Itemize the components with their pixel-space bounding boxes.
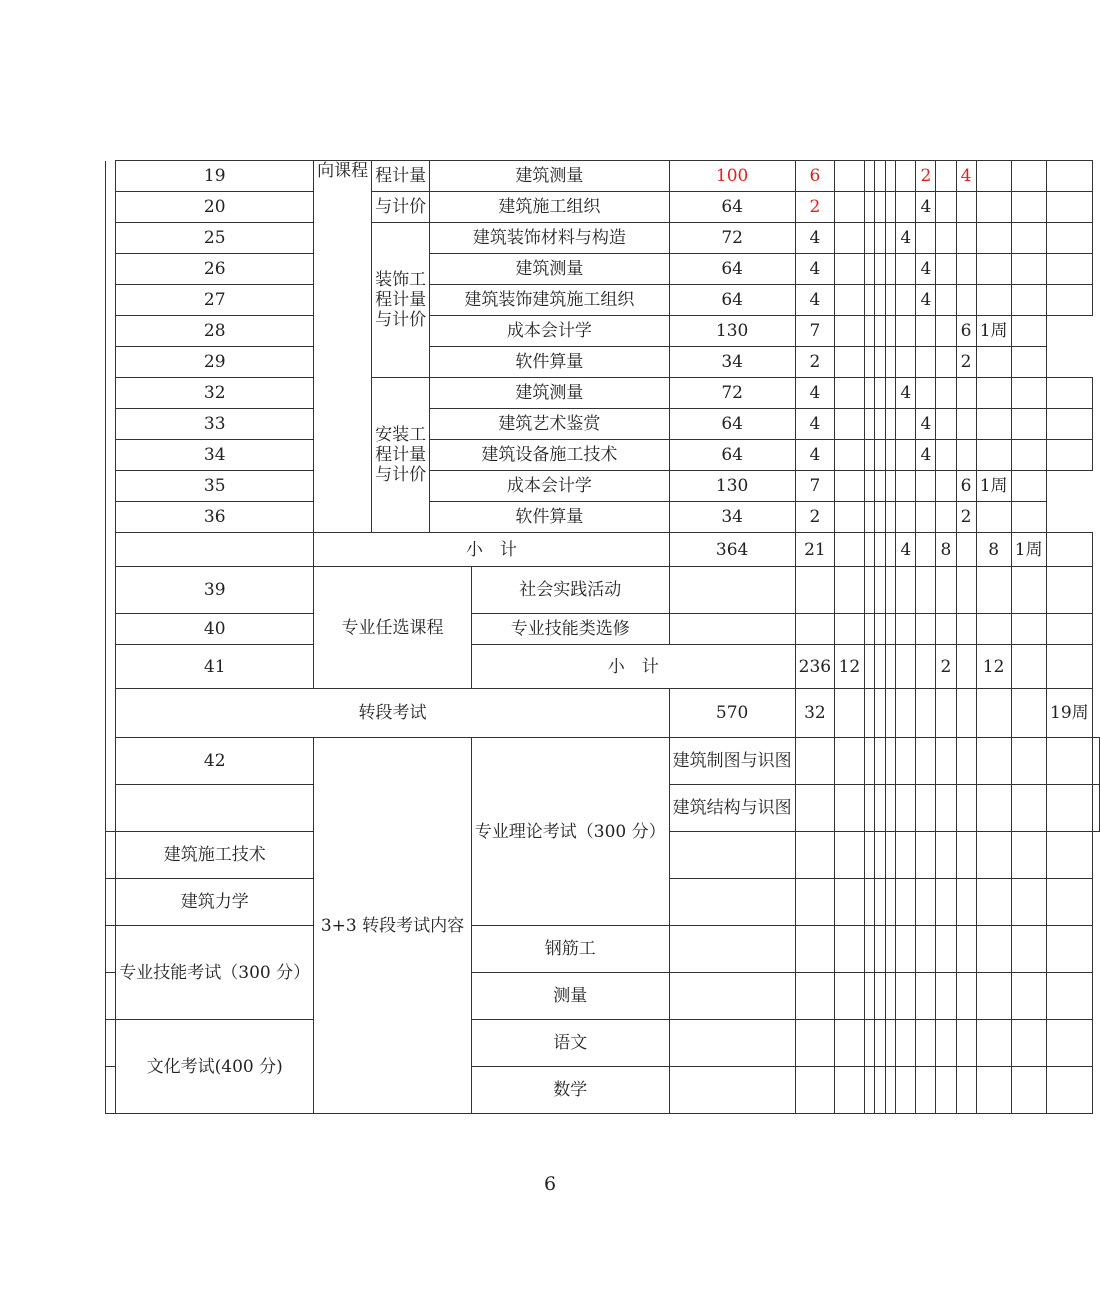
course-name: 建筑装饰建筑施工组织 <box>430 285 670 316</box>
table-row <box>106 316 1100 347</box>
outer-left-blank <box>106 161 116 832</box>
credits: 2 <box>795 192 834 223</box>
page-number: 6 <box>543 1173 557 1195</box>
row-number: 28 <box>116 316 314 347</box>
course-name: 成本会计学 <box>430 471 670 502</box>
hours: 64 <box>669 285 795 316</box>
course-name: 软件算量 <box>430 502 670 533</box>
credits: 4 <box>795 254 834 285</box>
hours: 72 <box>669 223 795 254</box>
row-number: 26 <box>116 254 314 285</box>
category-cell: 向课程 <box>314 161 372 533</box>
credits: 32 <box>795 689 834 738</box>
sem8: 1周 <box>976 471 1011 502</box>
hours: 64 <box>669 409 795 440</box>
sem3: 4 <box>896 378 916 409</box>
credits: 4 <box>795 378 834 409</box>
row-number: 32 <box>116 378 314 409</box>
hours: 34 <box>669 502 795 533</box>
sem5: 2 <box>936 645 956 689</box>
sem7: 2 <box>956 347 976 378</box>
exam-label: 转段考试 <box>116 689 669 738</box>
hours: 130 <box>669 471 795 502</box>
table-row <box>106 567 1100 614</box>
course-name: 建筑艺术鉴赏 <box>430 409 670 440</box>
credits: 4 <box>795 285 834 316</box>
exam-subject-row <box>106 1020 1100 1067</box>
row-number: 20 <box>116 192 314 223</box>
sem5: 2 <box>916 161 936 192</box>
sem5: 4 <box>916 285 936 316</box>
group-decor: 装饰工 程计量 与计价 <box>372 223 430 378</box>
course-name: 社会实践活动 <box>471 567 669 614</box>
hours: 570 <box>669 689 795 738</box>
hours: 34 <box>669 347 795 378</box>
row-number: 35 <box>116 471 314 502</box>
group-install: 安装工 程计量 与计价 <box>372 378 430 533</box>
curriculum-table <box>105 160 1100 1114</box>
row-number: 29 <box>116 347 314 378</box>
course-name: 建筑测量 <box>430 378 670 409</box>
group-label: 程计量 <box>372 161 430 192</box>
table-row <box>106 285 1100 316</box>
course-name: 建筑测量 <box>430 161 670 192</box>
exam-subject: 语文 <box>471 1020 669 1067</box>
exam-subject: 钢筋工 <box>471 926 669 973</box>
subtotal-row <box>106 645 1100 689</box>
table-row <box>106 223 1100 254</box>
group-label: 与计价 <box>372 192 430 223</box>
hours: 236 <box>795 645 834 689</box>
exam-subject: 数学 <box>471 1067 669 1114</box>
course-name: 专业技能类选修 <box>471 614 669 645</box>
sem8: 1周 <box>1011 533 1046 567</box>
hours: 100 <box>669 161 795 192</box>
row-number: 19 <box>116 161 314 192</box>
sem7: 12 <box>976 645 1011 689</box>
sem3: 4 <box>896 533 916 567</box>
exam-subject-row <box>106 926 1100 973</box>
subtotal-label: 小 计 <box>471 645 795 689</box>
sem7: 6 <box>956 471 976 502</box>
hours: 64 <box>669 192 795 223</box>
sem7: 4 <box>956 161 976 192</box>
hours: 72 <box>669 378 795 409</box>
subtotal-label: 小 计 <box>314 533 670 567</box>
credits: 6 <box>795 161 834 192</box>
credits: 4 <box>795 223 834 254</box>
exam-subject-row <box>106 738 1100 785</box>
course-name: 建筑施工组织 <box>430 192 670 223</box>
row-number: 33 <box>116 409 314 440</box>
table-row <box>106 192 1100 223</box>
culture-exam-label: 文化考试(400 分) <box>116 1020 314 1114</box>
credits: 21 <box>795 533 834 567</box>
hours: 64 <box>669 440 795 471</box>
course-name: 建筑装饰材料与构造 <box>430 223 670 254</box>
course-name: 成本会计学 <box>430 316 670 347</box>
course-name: 建筑设备施工技术 <box>430 440 670 471</box>
row-number: 41 <box>116 645 314 689</box>
credits: 4 <box>795 409 834 440</box>
sem9: 19周 <box>1046 689 1092 738</box>
table-row <box>106 409 1100 440</box>
table-row <box>106 614 1100 645</box>
hours: 364 <box>669 533 795 567</box>
sem7: 2 <box>956 502 976 533</box>
exam-subject: 建筑施工技术 <box>116 832 314 879</box>
credits: 7 <box>795 471 834 502</box>
row-number: 25 <box>116 223 314 254</box>
exam-row <box>106 689 1100 738</box>
sem5: 8 <box>936 533 956 567</box>
exam-content-label: 3+3 转段考试内容 <box>314 738 472 1114</box>
credits: 2 <box>795 502 834 533</box>
row-number: 40 <box>116 614 314 645</box>
table-row <box>106 471 1100 502</box>
credits: 4 <box>795 440 834 471</box>
table-row <box>106 161 1100 192</box>
exam-subject: 测量 <box>471 973 669 1020</box>
sem7: 6 <box>956 316 976 347</box>
table-row <box>106 378 1100 409</box>
exam-subject: 建筑力学 <box>116 879 314 926</box>
course-name: 软件算量 <box>430 347 670 378</box>
exam-subject: 建筑结构与识图 <box>669 785 795 832</box>
exam-subject: 建筑制图与识图 <box>669 738 795 785</box>
sem5: 4 <box>916 440 936 471</box>
row-number: 42 <box>116 738 314 785</box>
hours: 130 <box>669 316 795 347</box>
course-name: 建筑测量 <box>430 254 670 285</box>
table-row <box>106 440 1100 471</box>
credits: 2 <box>795 347 834 378</box>
sem7: 8 <box>976 533 1011 567</box>
table-row <box>106 254 1100 285</box>
credits: 7 <box>795 316 834 347</box>
sem3: 4 <box>896 223 916 254</box>
row-number: 39 <box>116 567 314 614</box>
sem5: 4 <box>916 192 936 223</box>
sem8: 1周 <box>976 316 1011 347</box>
row-number: 36 <box>116 502 314 533</box>
theory-exam-label: 专业理论考试（300 分） <box>471 738 669 926</box>
sem5: 4 <box>916 409 936 440</box>
skill-exam-label: 专业技能考试（300 分） <box>116 926 314 1020</box>
sem5: 4 <box>916 254 936 285</box>
table-row <box>106 502 1100 533</box>
subtotal-row <box>106 533 1100 567</box>
credits: 12 <box>835 645 865 689</box>
elective-category: 专业任选课程 <box>314 567 472 689</box>
row-number: 27 <box>116 285 314 316</box>
table-row <box>106 347 1100 378</box>
row-number: 34 <box>116 440 314 471</box>
hours: 64 <box>669 254 795 285</box>
